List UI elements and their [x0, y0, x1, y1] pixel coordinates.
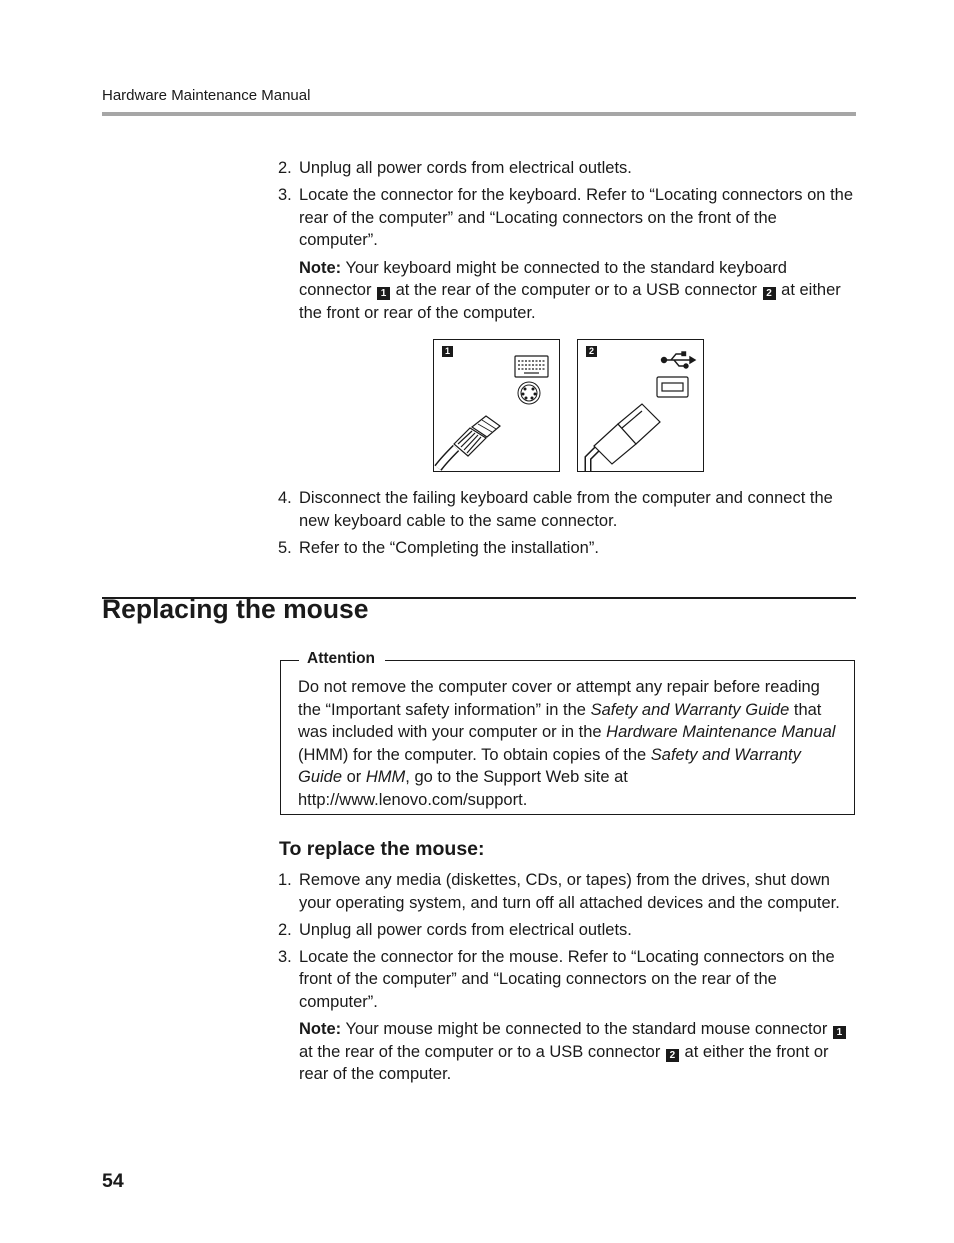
step-number: 1. — [278, 871, 292, 889]
attention-box — [280, 650, 855, 815]
step-text: Locate the connector for the keyboard. Refer to “Locating connectors on the rear of the computer” and “Locating connectors on the front of the computer”. — [299, 186, 854, 249]
section-title: Replacing the mouse — [102, 594, 369, 624]
step-text: Locate the connector for the mouse. Refer to “Locating connectors on the front of the computer” and “Locating connectors on the rear of the computer”. — [299, 947, 835, 1011]
step-number: 5. — [278, 538, 292, 557]
note-text: at either the front or rear of the computer. — [299, 1042, 829, 1083]
usb-symbol-icon — [662, 352, 696, 368]
step-number: 3. — [278, 186, 292, 204]
mouse-note — [299, 1018, 853, 1086]
keyboard-steps-list-continued — [278, 487, 853, 559]
usb-port-icon — [657, 377, 688, 397]
list-item — [278, 869, 853, 914]
callout-badge-2: 2 — [763, 287, 776, 300]
list-item — [278, 946, 853, 1086]
step-number: 3. — [278, 947, 292, 966]
mouse-subheading: To replace the mouse: — [279, 838, 485, 860]
step-text: Disconnect the failing keyboard cable from the computer and connect the new keyboard cable to the same connector. — [299, 489, 833, 530]
list-item — [278, 487, 853, 532]
list-item — [278, 184, 853, 324]
attention-text: Do not remove the computer cover or attempt any repair before reading the “Important safety information” in the — [298, 678, 820, 719]
ps2-plug-icon — [438, 416, 500, 468]
running-header: Hardware Maintenance Manual — [102, 87, 311, 104]
attention-italic: Safety and Warranty Guide — [298, 745, 801, 786]
mouse-steps-list — [278, 869, 853, 1086]
header-rule — [102, 112, 856, 116]
attention-text: , go to the Support Web site at http://www.lenovo.com/support. — [298, 768, 628, 809]
attention-body — [298, 676, 843, 811]
note-label: Note: — [299, 258, 342, 277]
figure-callout-2: 2 — [586, 346, 597, 357]
step-text: Refer to the “Completing the installation”. — [299, 538, 599, 557]
callout-badge-1: 1 — [833, 1026, 846, 1039]
keyboard-steps-list — [278, 157, 853, 324]
step-text: Unplug all power cords from electrical outlets. — [299, 920, 632, 939]
figure-callout-1: 1 — [442, 346, 453, 357]
attention-italic: HMM — [365, 768, 406, 786]
usb-plug-icon — [588, 404, 660, 471]
step-number: 2. — [278, 920, 292, 939]
step-text: Unplug all power cords from electrical outlets. — [299, 159, 632, 177]
note-text: Your mouse might be connected to the standard mouse connector — [341, 1020, 832, 1038]
keyboard-icon — [515, 356, 548, 377]
note-text: at the rear of the computer or to a USB connector — [299, 1042, 665, 1061]
step-number: 4. — [278, 489, 292, 507]
list-item — [278, 537, 853, 560]
keyboard-note — [299, 257, 853, 325]
callout-badge-1: 1 — [377, 287, 390, 300]
step-number: 2. — [278, 159, 292, 177]
usb-connector-figure — [577, 339, 704, 472]
list-item — [278, 919, 853, 942]
ps2-port-icon — [518, 382, 540, 404]
page-number: 54 — [102, 1170, 124, 1192]
ps2-connector-illustration — [434, 340, 559, 471]
callout-badge-2: 2 — [666, 1049, 679, 1062]
note-text: Your keyboard might be connected to the standard keyboard connector — [299, 258, 787, 299]
usb-connector-illustration — [578, 340, 703, 471]
note-label: Note: — [299, 1020, 342, 1038]
attention-text: or — [342, 768, 366, 786]
attention-label: Attention — [299, 650, 385, 668]
note-text: at either the front or rear of the computer. — [299, 281, 841, 322]
attention-italic: Safety and Warranty Guide — [590, 700, 790, 719]
list-item — [278, 157, 853, 180]
note-text: at the rear of the computer or to a USB connector — [391, 281, 762, 299]
ps2-keyboard-connector-figure — [433, 339, 560, 472]
attention-text: (HMM) for the computer. To obtain copies of the — [298, 745, 651, 764]
step-text: Remove any media (diskettes, CDs, or tapes) from the drives, shut down your operating system, and turn off all attached devices and the computer. — [299, 871, 840, 912]
attention-text: that was included with your computer or in the — [298, 700, 822, 741]
attention-italic: Hardware Maintenance Manual — [606, 723, 836, 741]
